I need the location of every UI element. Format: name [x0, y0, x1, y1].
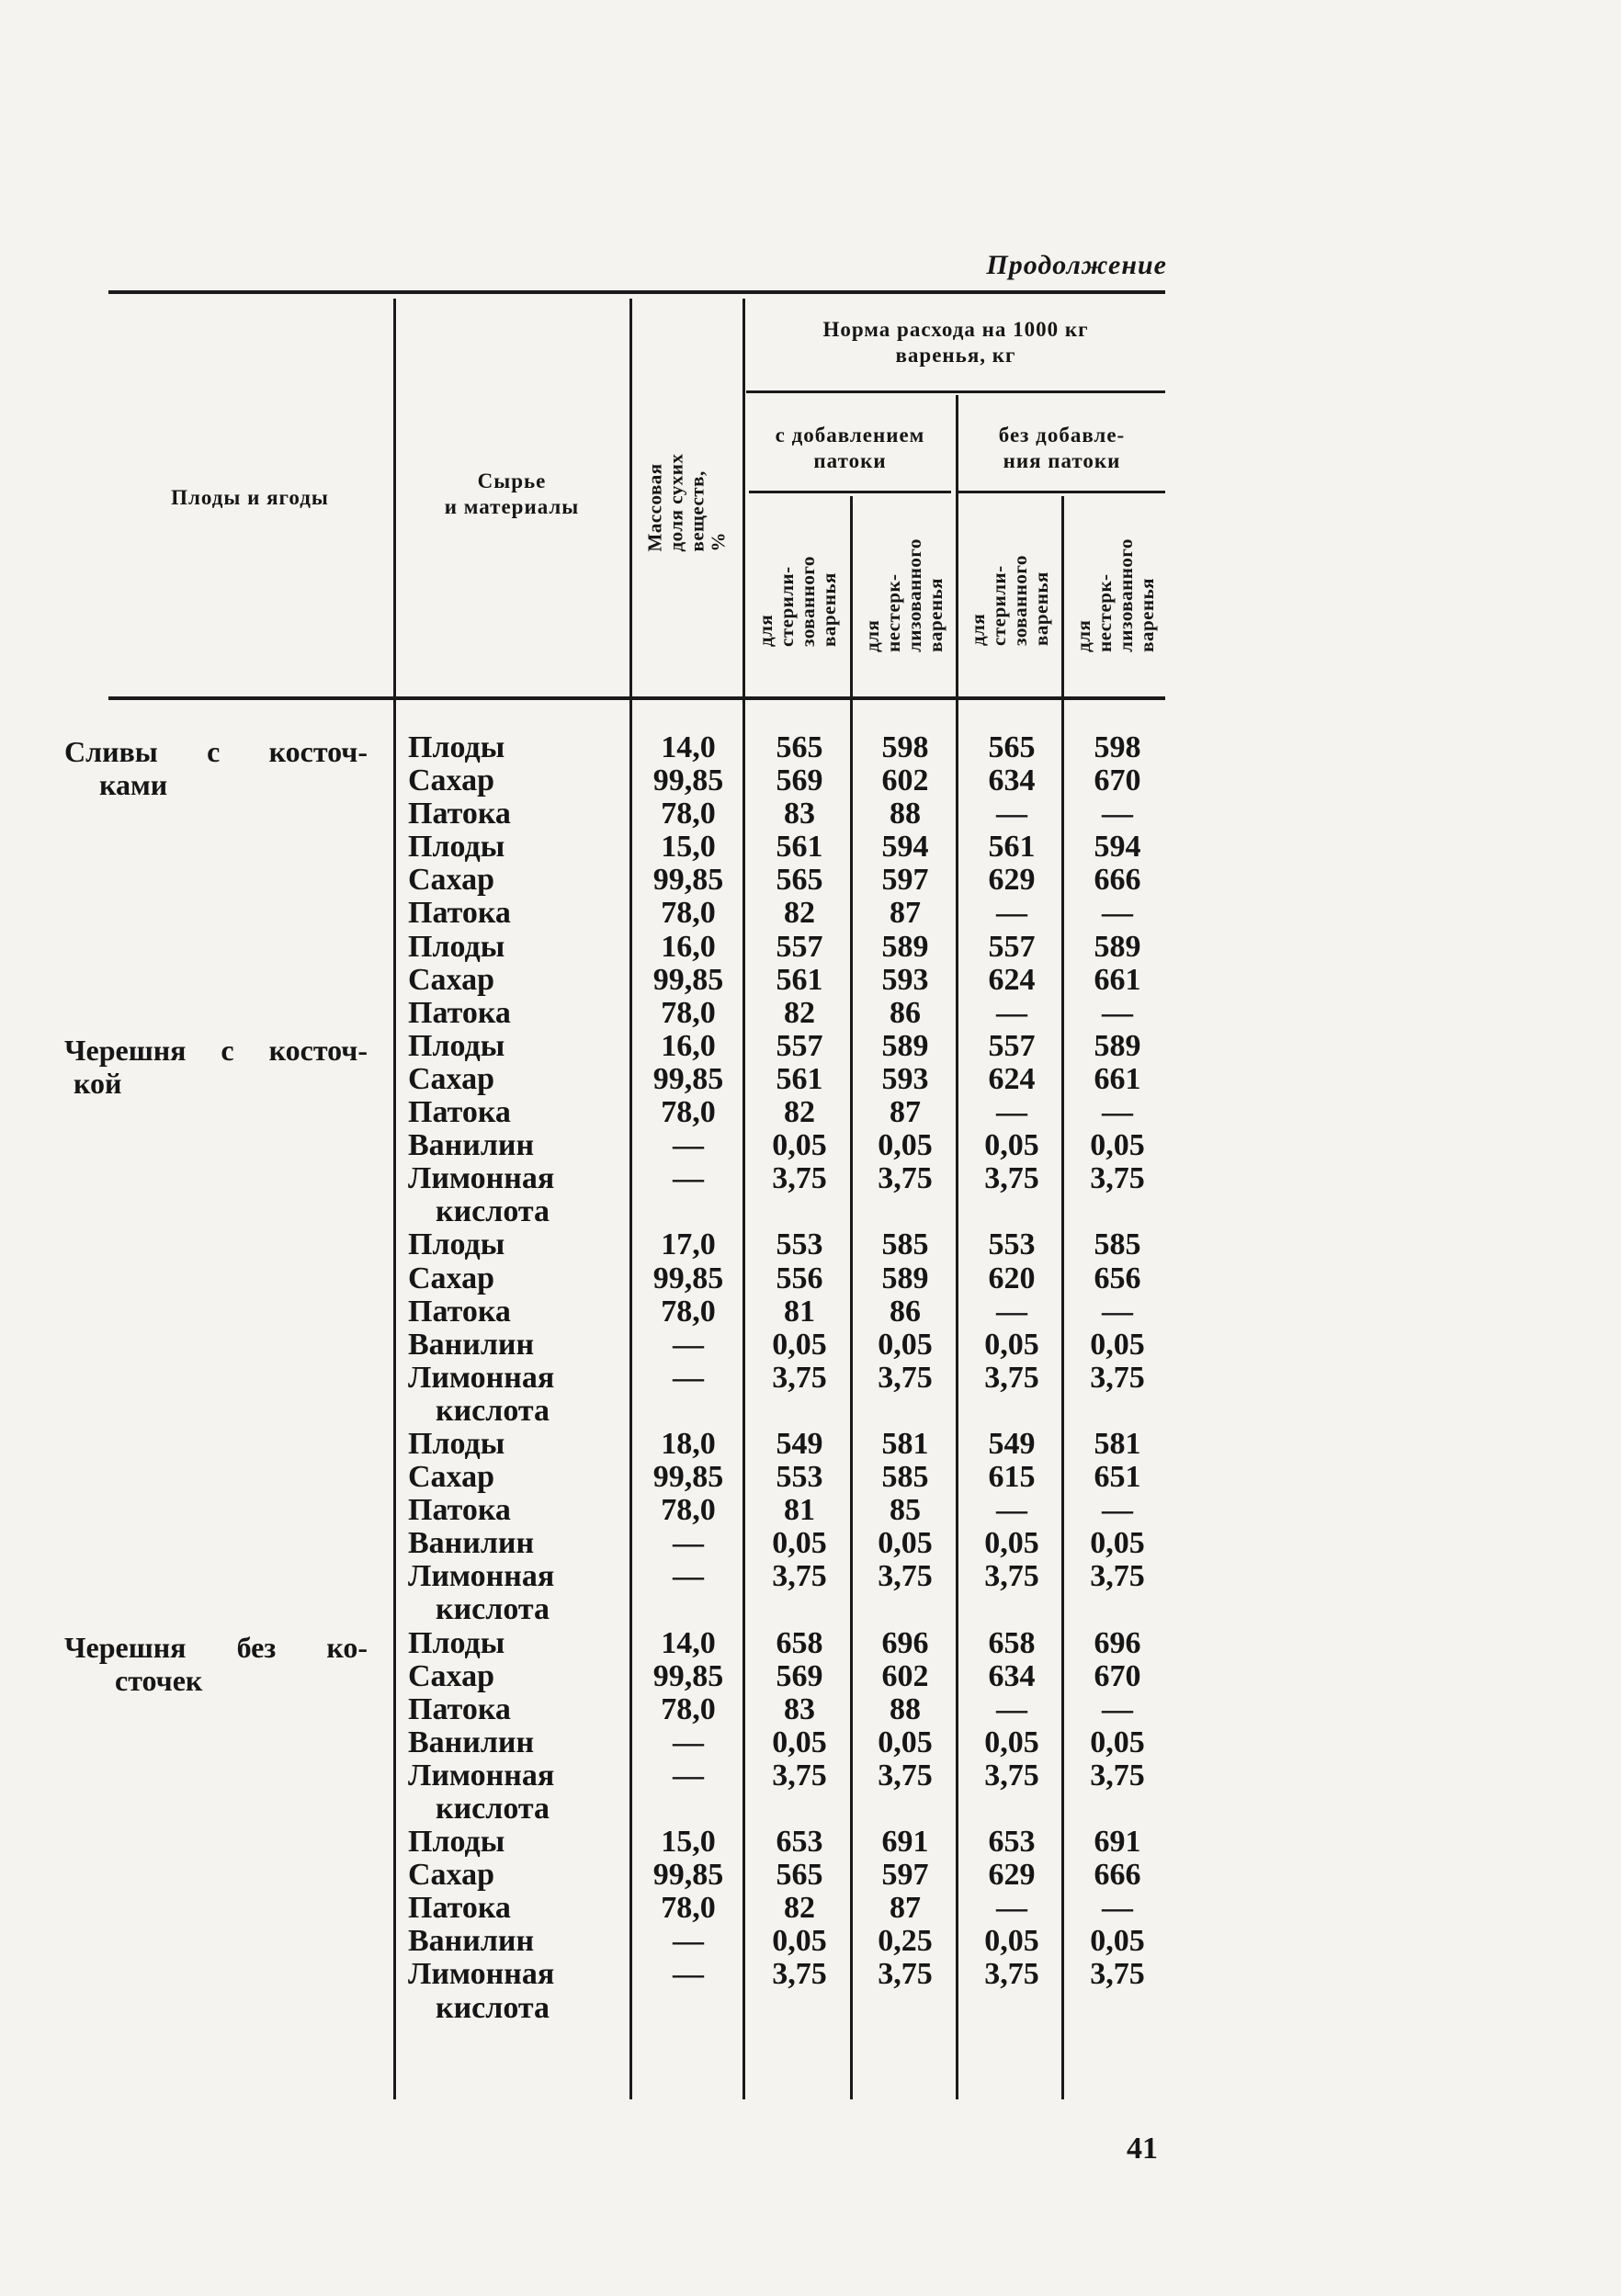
header-col4-cell [1065, 496, 1166, 694]
material-cell: Патока [408, 995, 511, 1030]
norm-cell: 589 [1094, 1028, 1141, 1063]
norm-cell: 3,75 [1090, 1161, 1145, 1196]
mass-fraction-cell: 99,85 [652, 863, 724, 898]
page-number: 41 [1127, 2132, 1158, 2166]
norm-cell [855, 1195, 956, 1228]
norm-divider-rule [746, 390, 1165, 393]
mass-fraction-cell: 15,0 [661, 830, 716, 865]
norm-cell: 629 [988, 863, 1036, 898]
norm-cell: 3,75 [1090, 1758, 1145, 1793]
norm-cell: 585 [881, 1227, 929, 1262]
material-cell: Плоды [408, 1426, 505, 1461]
material-cell: Лимонная [408, 1161, 555, 1196]
norm-cell: 0,05 [984, 1128, 1039, 1163]
norm-cell: — [1102, 896, 1133, 931]
material-cell: Плоды [408, 1028, 505, 1063]
norm-cell: 86 [890, 1294, 921, 1329]
header-mass-fraction-cell [634, 303, 740, 694]
norm-cell: 561 [776, 830, 823, 865]
norm-cell: 691 [881, 1825, 929, 1860]
norm-cell [962, 1395, 1061, 1428]
norm-cell: — [1102, 1294, 1133, 1329]
mass-fraction-cell: 17,0 [661, 1227, 716, 1262]
norm-cell: 658 [776, 1625, 823, 1660]
norm-cell: — [996, 995, 1027, 1030]
norm-cell [962, 1593, 1061, 1626]
norm-cell: 598 [1094, 730, 1141, 764]
norm-cell: 593 [881, 962, 929, 997]
norm-cell: 696 [1094, 1625, 1141, 1660]
mass-fraction-cell: — [673, 1161, 704, 1196]
mass-fraction-cell: — [673, 1758, 704, 1793]
norm-cell: 0,05 [878, 1526, 933, 1561]
mass-fraction-cell [634, 1195, 742, 1228]
norm-cell: 593 [881, 1061, 929, 1096]
norm-cell: 87 [890, 1095, 921, 1130]
mass-fraction-cell: 78,0 [661, 1095, 716, 1130]
material-cell: Плоды [408, 1227, 505, 1262]
norm-cell: 0,05 [1090, 1924, 1145, 1959]
norm-cell: 86 [890, 995, 921, 1030]
norm-cell: 602 [881, 1658, 929, 1693]
mass-fraction-cell: 15,0 [661, 1825, 716, 1860]
norm-cell: 670 [1094, 1658, 1141, 1693]
norm-cell: 3,75 [772, 1957, 827, 1992]
material-cell: Сахар [408, 1261, 495, 1295]
norm-cell: 83 [784, 797, 815, 831]
norm-with-molasses-sterilized-column [749, 731, 850, 2025]
norm-cell: 589 [881, 929, 929, 964]
norm-cell: 3,75 [878, 1559, 933, 1594]
norm-cell [855, 1793, 956, 1826]
material-cell: кислота [436, 1393, 550, 1428]
norm-cell: 569 [776, 1658, 823, 1693]
material-cell: Плоды [408, 730, 505, 764]
material-cell: Лимонная [408, 1758, 555, 1793]
material-cell: Ванилин [408, 1924, 535, 1959]
norm-cell: 3,75 [1090, 1559, 1145, 1594]
norm-cell: — [996, 1691, 1027, 1726]
norm-cell: — [1102, 1095, 1133, 1130]
mass-fraction-cell: 14,0 [661, 1625, 716, 1660]
norm-cell [1066, 1793, 1169, 1826]
norm-cell: — [996, 1294, 1027, 1329]
material-cell: Плоды [408, 1825, 505, 1860]
norm-cell: 82 [784, 896, 815, 931]
norm-cell: 581 [1094, 1426, 1141, 1461]
norm-cell [1066, 1992, 1169, 2025]
norm-cell: 651 [1094, 1460, 1141, 1495]
norm-cell: 594 [881, 830, 929, 865]
material-cell: Сахар [408, 962, 495, 997]
norm-cell: 88 [890, 797, 921, 831]
norm-cell [749, 1395, 850, 1428]
table-top-rule [108, 290, 1165, 294]
material-cell: Патока [408, 1095, 511, 1130]
norm-cell: 3,75 [878, 1758, 933, 1793]
norm-cell: 88 [890, 1691, 921, 1726]
material-cell: Сахар [408, 763, 495, 798]
norm-cell: 561 [776, 962, 823, 997]
material-cell: Патока [408, 896, 511, 931]
norm-cell: 0,05 [984, 1924, 1039, 1959]
norm-cell: 0,05 [1090, 1526, 1145, 1561]
norm-cell [962, 1195, 1061, 1228]
norm-cell [1066, 1593, 1169, 1626]
mass-fraction-cell: 18,0 [661, 1426, 716, 1461]
continuation-label: Продолжение [986, 250, 1167, 280]
norm-cell [855, 1992, 956, 2025]
norm-cell: 585 [1094, 1227, 1141, 1262]
norm-cell: 82 [784, 995, 815, 1030]
header-col2-cell [854, 496, 955, 694]
mass-fraction-cell: 78,0 [661, 896, 716, 931]
norm-cell [962, 1992, 1061, 2025]
norm-cell: 553 [776, 1227, 823, 1262]
norm-cell: 3,75 [984, 1360, 1039, 1395]
material-cell: Сахар [408, 1460, 495, 1495]
norm-cell: 658 [988, 1625, 1036, 1660]
norm-cell: 629 [988, 1858, 1036, 1893]
norm-cell: 3,75 [984, 1559, 1039, 1594]
mass-fraction-cell: 99,85 [652, 763, 724, 798]
molasses-divider-left [749, 491, 951, 493]
mass-fraction-cell: — [673, 1559, 704, 1594]
norm-cell: 557 [988, 929, 1036, 964]
header-without-molasses: без добавле- ния патоки [998, 424, 1126, 472]
column-rule-5 [956, 395, 958, 2099]
norm-cell: 0,05 [1090, 1327, 1145, 1362]
header-fruits: Плоды и ягоды [171, 486, 329, 509]
column-rule-1 [393, 299, 396, 2099]
header-materials: Сырье и материалы [444, 469, 580, 518]
norm-cell: 597 [881, 863, 929, 898]
fruit-group-name-cont: ками [99, 768, 168, 801]
norm-cell: 3,75 [772, 1161, 827, 1196]
fruit-group-cherry-pitless [64, 1631, 368, 1697]
norm-cell: 624 [988, 1061, 1036, 1096]
norm-cell: — [1102, 1493, 1133, 1528]
norm-cell: 3,75 [984, 1161, 1039, 1196]
norm-cell: 553 [776, 1460, 823, 1495]
norm-cell: 0,05 [772, 1128, 827, 1163]
norm-cell: 0,05 [772, 1526, 827, 1561]
mass-fraction-cell: 14,0 [661, 730, 716, 764]
norm-cell: 3,75 [878, 1957, 933, 1992]
norm-cell: 81 [784, 1294, 815, 1329]
mass-fraction-cell: — [673, 1924, 704, 1959]
header-col1-cell [746, 496, 849, 694]
mass-fraction-cell: 78,0 [661, 995, 716, 1030]
header-norm: Норма расхода на 1000 кг варенья, кг [822, 318, 1089, 367]
mass-fraction-cell: 78,0 [661, 1294, 716, 1329]
norm-cell: 661 [1094, 1061, 1141, 1096]
norm-cell [855, 1395, 956, 1428]
norm-cell [749, 1195, 850, 1228]
mass-fraction-cell: — [673, 1327, 704, 1362]
material-cell: кислота [436, 1792, 550, 1826]
mass-fraction-cell: 99,85 [652, 962, 724, 997]
norm-cell: — [1102, 1691, 1133, 1726]
material-cell: Сахар [408, 1658, 495, 1693]
norm-cell: 0,05 [878, 1128, 933, 1163]
header-col3-cell [959, 496, 1060, 694]
fruit-group-name-cont: сточек [115, 1664, 203, 1697]
header-mass-fraction: Массовая доля сухих веществ, % [643, 453, 730, 551]
mass-fraction-cell: — [673, 1360, 704, 1395]
molasses-divider-right [958, 491, 1165, 493]
norm-cell: 589 [881, 1261, 929, 1295]
norm-cell: 549 [776, 1426, 823, 1461]
norm-cell: 569 [776, 763, 823, 798]
mass-fraction-column [634, 731, 742, 2025]
norm-cell: 3,75 [772, 1360, 827, 1395]
norm-cell: 653 [776, 1825, 823, 1860]
norm-cell: 82 [784, 1891, 815, 1926]
fruit-group-plums [64, 735, 368, 801]
norm-cell: 615 [988, 1460, 1036, 1495]
norm-cell: 602 [881, 763, 929, 798]
norm-cell: 691 [1094, 1825, 1141, 1860]
norm-cell: 557 [776, 1028, 823, 1063]
mass-fraction-cell: — [673, 1128, 704, 1163]
mass-fraction-cell: 99,85 [652, 1658, 724, 1693]
norm-cell: 0,05 [772, 1327, 827, 1362]
norm-without-molasses-nonsterilized-column [1066, 731, 1169, 2025]
norm-cell: — [1102, 995, 1133, 1030]
mass-fraction-cell [634, 1593, 742, 1626]
norm-cell [855, 1593, 956, 1626]
norm-cell: 666 [1094, 1858, 1141, 1893]
norm-cell: 3,75 [984, 1758, 1039, 1793]
norm-cell: 0,05 [984, 1327, 1039, 1362]
norm-cell: 589 [881, 1028, 929, 1063]
mass-fraction-cell: 16,0 [661, 929, 716, 964]
mass-fraction-cell: 78,0 [661, 797, 716, 831]
norm-cell: 0,05 [984, 1526, 1039, 1561]
norm-cell: 0,05 [878, 1327, 933, 1362]
norm-cell: 3,75 [1090, 1360, 1145, 1395]
material-cell: Лимонная [408, 1957, 555, 1992]
norm-cell: 561 [776, 1061, 823, 1096]
norm-cell: 565 [776, 863, 823, 898]
mass-fraction-cell: 16,0 [661, 1028, 716, 1063]
material-cell: кислота [436, 1990, 550, 2025]
header-col3-sterilized: для стерили- зованного варенья [967, 554, 1052, 646]
norm-cell: 653 [988, 1825, 1036, 1860]
mass-fraction-cell: — [673, 1957, 704, 1992]
material-cell: Сахар [408, 863, 495, 898]
column-rule-6 [1061, 496, 1064, 2099]
norm-cell: — [996, 896, 1027, 931]
mass-fraction-cell [634, 1395, 742, 1428]
norm-cell: 0,25 [878, 1924, 933, 1959]
material-cell: Ванилин [408, 1526, 535, 1561]
norm-cell: 81 [784, 1493, 815, 1528]
norm-cell: 0,05 [772, 1924, 827, 1959]
norm-cell: 597 [881, 1858, 929, 1893]
norm-cell: 620 [988, 1261, 1036, 1295]
norm-cell: 565 [988, 730, 1036, 764]
materials-column [408, 731, 629, 2025]
mass-fraction-cell: — [673, 1526, 704, 1561]
norm-cell: 0,05 [878, 1725, 933, 1759]
material-cell: Плоды [408, 929, 505, 964]
norm-cell: 565 [776, 730, 823, 764]
norm-cell: 661 [1094, 962, 1141, 997]
norm-cell: 3,75 [772, 1758, 827, 1793]
norm-cell: 82 [784, 1095, 815, 1130]
norm-cell: 3,75 [984, 1957, 1039, 1992]
norm-cell: 557 [776, 929, 823, 964]
norm-cell [749, 1593, 850, 1626]
mass-fraction-cell: 99,85 [652, 1261, 724, 1295]
norm-cell: 561 [988, 830, 1036, 865]
header-col1-sterilized: для стерили- зованного варенья [754, 555, 840, 647]
norm-cell [962, 1793, 1061, 1826]
norm-cell: 598 [881, 730, 929, 764]
norm-cell: 656 [1094, 1261, 1141, 1295]
mass-fraction-cell [634, 1992, 742, 2025]
fruit-group-name: Сливы с косточ- [64, 735, 368, 768]
fruit-group-name: Черешня без ко- [64, 1631, 368, 1664]
column-rule-2 [629, 299, 632, 2099]
norm-cell: 670 [1094, 763, 1141, 798]
fruit-group-name-cont: кой [74, 1067, 122, 1100]
norm-cell: 3,75 [1090, 1957, 1145, 1992]
norm-cell: 565 [776, 1858, 823, 1893]
mass-fraction-cell [634, 1793, 742, 1826]
material-cell: Ванилин [408, 1128, 535, 1163]
material-cell: Патока [408, 1691, 511, 1726]
column-rule-4 [850, 496, 853, 2099]
material-cell: Плоды [408, 830, 505, 865]
material-cell: кислота [436, 1592, 550, 1627]
material-cell: кислота [436, 1194, 550, 1229]
norm-with-molasses-nonsterilized-column [855, 731, 956, 2025]
norm-cell [1066, 1395, 1169, 1428]
norm-cell: 549 [988, 1426, 1036, 1461]
norm-cell: — [996, 1095, 1027, 1130]
norm-cell: 3,75 [772, 1559, 827, 1594]
material-cell: Плоды [408, 1625, 505, 1660]
norm-cell: 3,75 [878, 1161, 933, 1196]
mass-fraction-cell: — [673, 1725, 704, 1759]
header-col4-nonsterilized: для нестерк- лизованного варенья [1072, 537, 1159, 652]
material-cell: Сахар [408, 1858, 495, 1893]
mass-fraction-cell: 99,85 [652, 1061, 724, 1096]
mass-fraction-cell: 78,0 [661, 1891, 716, 1926]
mass-fraction-cell: 99,85 [652, 1460, 724, 1495]
norm-cell: — [996, 1493, 1027, 1528]
norm-without-molasses-sterilized-column [962, 731, 1061, 2025]
header-bottom-rule [108, 696, 1165, 700]
header-col2-nonsterilized: для нестерк- лизованного варенья [861, 537, 947, 652]
norm-cell [749, 1793, 850, 1826]
norm-cell: 85 [890, 1493, 921, 1528]
norm-cell [749, 1992, 850, 2025]
mass-fraction-cell: 78,0 [661, 1493, 716, 1528]
fruit-group-name: Черешня с косточ- [64, 1034, 368, 1067]
mass-fraction-cell: 78,0 [661, 1691, 716, 1726]
norm-cell: 0,05 [772, 1725, 827, 1759]
norm-cell: 0,05 [1090, 1128, 1145, 1163]
norm-cell: — [996, 1891, 1027, 1926]
norm-cell: — [996, 797, 1027, 831]
norm-cell: 83 [784, 1691, 815, 1726]
norm-cell: 594 [1094, 830, 1141, 865]
norm-cell: 87 [890, 1891, 921, 1926]
norm-cell: 581 [881, 1426, 929, 1461]
norm-cell: 666 [1094, 863, 1141, 898]
norm-cell: 557 [988, 1028, 1036, 1063]
material-cell: Ванилин [408, 1725, 535, 1759]
material-cell: Сахар [408, 1061, 495, 1096]
material-cell: Патока [408, 1493, 511, 1528]
norm-cell: 634 [988, 1658, 1036, 1693]
norm-cell: 553 [988, 1227, 1036, 1262]
norm-cell: 624 [988, 962, 1036, 997]
norm-cell: 0,05 [1090, 1725, 1145, 1759]
mass-fraction-cell: 99,85 [652, 1858, 724, 1893]
header-with-molasses: с добавлением патоки [775, 424, 925, 472]
column-rule-3 [742, 299, 745, 2099]
norm-cell: 585 [881, 1460, 929, 1495]
norm-cell: — [1102, 797, 1133, 831]
material-cell: Патока [408, 1294, 511, 1329]
norm-cell: 696 [881, 1625, 929, 1660]
material-cell: Ванилин [408, 1327, 535, 1362]
material-cell: Лимонная [408, 1559, 555, 1594]
material-cell: Патока [408, 797, 511, 831]
material-cell: Патока [408, 1891, 511, 1926]
norm-cell: 87 [890, 896, 921, 931]
norm-cell [1066, 1195, 1169, 1228]
norm-cell: 634 [988, 763, 1036, 798]
norm-cell: 556 [776, 1261, 823, 1295]
norm-cell: 3,75 [878, 1360, 933, 1395]
norm-cell: — [1102, 1891, 1133, 1926]
fruit-group-cherry-with-pit [64, 1034, 368, 1100]
material-cell: Лимонная [408, 1360, 555, 1395]
norm-cell: 589 [1094, 929, 1141, 964]
norm-cell: 0,05 [984, 1725, 1039, 1759]
